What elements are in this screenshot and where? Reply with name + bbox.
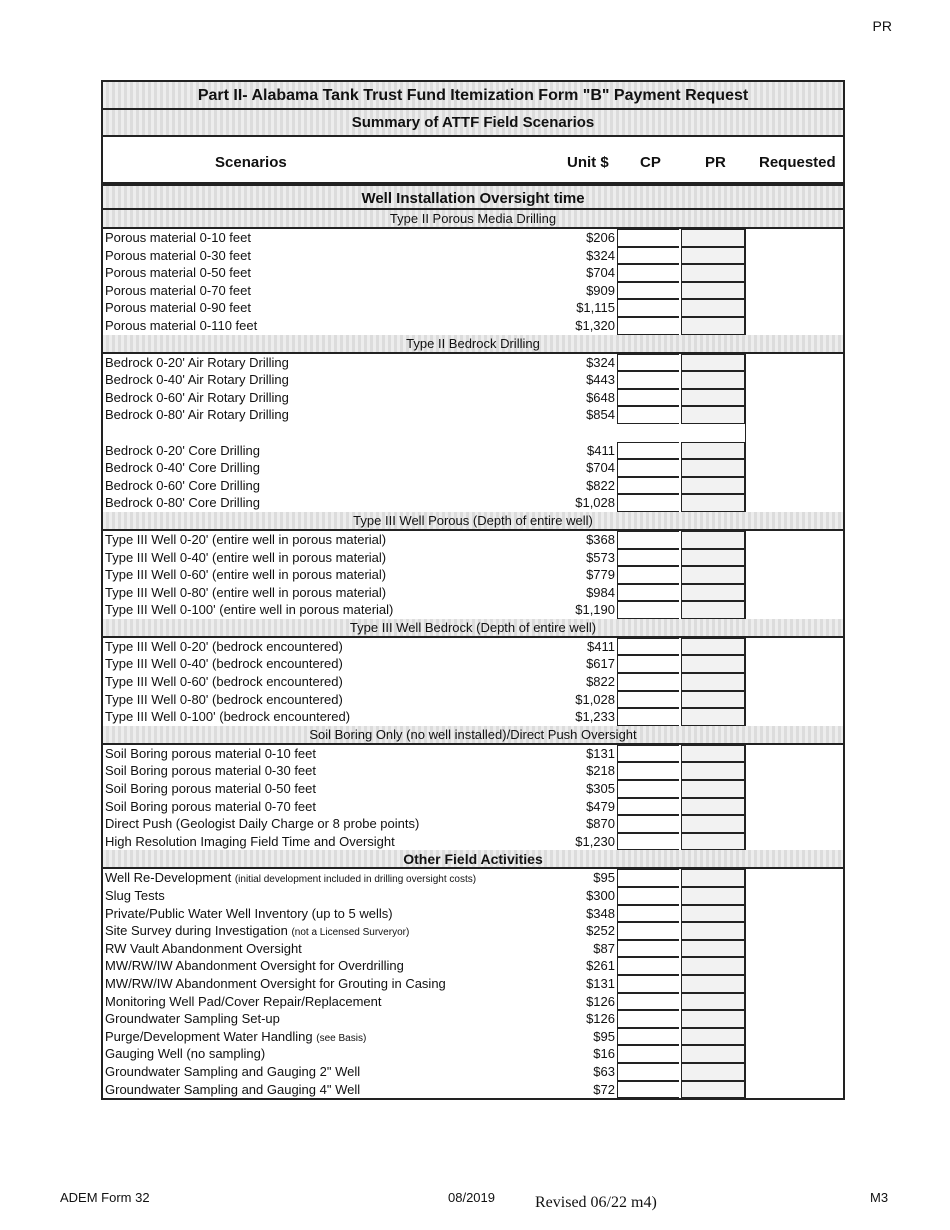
unit-price: $218 bbox=[586, 763, 615, 779]
col-scenarios: Scenarios bbox=[215, 154, 287, 171]
cp-input-box[interactable] bbox=[617, 957, 679, 975]
unit-price: $261 bbox=[586, 958, 615, 974]
cp-input-box[interactable] bbox=[617, 993, 679, 1011]
scenario-row bbox=[103, 745, 843, 763]
pr-input-box[interactable] bbox=[681, 531, 745, 549]
unit-price: $95 bbox=[593, 1028, 615, 1044]
scenario-label bbox=[105, 532, 386, 547]
unit-price: $87 bbox=[593, 940, 615, 956]
scenario-label bbox=[105, 994, 382, 1009]
scenario-label bbox=[105, 674, 343, 689]
scenario-text: Groundwater Sampling and Gauging 4" Well bbox=[105, 1081, 361, 1097]
scenario-text: Type III Well 0-80' (entire well in porous material) bbox=[105, 584, 387, 600]
scenario-text: Type III Well 0-40' (entire well in porous material) bbox=[105, 549, 387, 565]
pr-input-box[interactable] bbox=[681, 745, 745, 763]
col-cp: CP bbox=[640, 154, 661, 171]
unit-price: $131 bbox=[586, 745, 615, 761]
col-pr: PR bbox=[705, 154, 726, 171]
corner-label: PR bbox=[872, 18, 892, 34]
scenario-text: Groundwater Sampling and Gauging 2" Well bbox=[105, 1063, 361, 1079]
scenario-row bbox=[103, 477, 843, 495]
pr-input-box[interactable] bbox=[681, 780, 745, 798]
cp-input-box[interactable] bbox=[617, 371, 679, 389]
pr-input-box[interactable] bbox=[681, 494, 745, 512]
pr-input-box[interactable] bbox=[681, 762, 745, 780]
scenario-text: Type III Well 0-80' (bedrock encountered) bbox=[105, 691, 343, 707]
pr-input-box[interactable] bbox=[681, 993, 745, 1011]
pr-input-box[interactable] bbox=[681, 922, 745, 940]
scenario-row bbox=[103, 317, 843, 335]
unit-price: $704 bbox=[586, 265, 615, 281]
scenario-row bbox=[103, 673, 843, 691]
cp-input-box[interactable] bbox=[617, 566, 679, 584]
pr-input-box[interactable] bbox=[681, 264, 745, 282]
cp-input-box[interactable] bbox=[617, 1081, 679, 1099]
cp-input-box[interactable] bbox=[617, 940, 679, 958]
unit-price: $909 bbox=[586, 282, 615, 298]
cp-input-box[interactable] bbox=[617, 317, 679, 335]
scenario-text: Porous material 0-70 feet bbox=[105, 282, 251, 298]
section-title: Well Installation Oversight time bbox=[103, 184, 843, 210]
group-title: Type II Porous Media Drilling bbox=[103, 210, 843, 229]
unit-price: $984 bbox=[586, 584, 615, 600]
scenario-text: Porous material 0-10 feet bbox=[105, 230, 251, 245]
footer-revised: Revised 06/22 m4) bbox=[535, 1194, 657, 1211]
scenario-label bbox=[105, 923, 409, 938]
scenario-row bbox=[103, 406, 843, 424]
pr-input-box[interactable] bbox=[681, 940, 745, 958]
cp-input-box[interactable] bbox=[617, 815, 679, 833]
spacer-row bbox=[103, 424, 843, 442]
cp-input-box[interactable] bbox=[617, 798, 679, 816]
pr-input-box[interactable] bbox=[681, 247, 745, 265]
scenario-row bbox=[103, 691, 843, 709]
pr-input-box[interactable] bbox=[681, 1028, 745, 1046]
scenario-note: (initial development included in drilling oversight costs) bbox=[234, 874, 477, 886]
scenario-label bbox=[105, 265, 251, 280]
scenario-label bbox=[105, 781, 316, 796]
scenario-text: Type III Well 0-20' (entire well in porous material) bbox=[105, 531, 387, 547]
pr-input-box[interactable] bbox=[681, 798, 745, 816]
cp-input-box[interactable] bbox=[617, 975, 679, 993]
scenario-label bbox=[105, 746, 316, 761]
pr-input-box[interactable] bbox=[681, 1045, 745, 1063]
cp-input-box[interactable] bbox=[617, 354, 679, 372]
scenario-note: (not a Licensed Surveryor) bbox=[291, 927, 410, 939]
scenario-row bbox=[103, 1045, 843, 1063]
scenario-row bbox=[103, 601, 843, 619]
scenario-label bbox=[105, 816, 419, 831]
scenario-row bbox=[103, 229, 843, 247]
unit-price: $704 bbox=[586, 460, 615, 476]
scenario-label bbox=[105, 692, 343, 707]
group-rows bbox=[103, 354, 843, 512]
pr-input-box[interactable] bbox=[681, 406, 745, 424]
scenario-label bbox=[105, 1029, 366, 1044]
scenario-label bbox=[105, 941, 302, 956]
pr-input-box[interactable] bbox=[681, 354, 745, 372]
scenario-note: (see Basis) bbox=[316, 1032, 367, 1044]
scenario-label bbox=[105, 1064, 360, 1079]
scenario-row bbox=[103, 798, 843, 816]
scenario-text: Site Survey during Investigation bbox=[105, 923, 288, 939]
cp-input-box[interactable] bbox=[617, 905, 679, 923]
scenario-label bbox=[105, 602, 393, 617]
pr-input-box[interactable] bbox=[681, 815, 745, 833]
scenario-label bbox=[105, 460, 260, 475]
footer-page-code: M3 bbox=[870, 1190, 889, 1205]
scenario-text: Porous material 0-90 feet bbox=[105, 300, 251, 316]
cp-input-box[interactable] bbox=[617, 745, 679, 763]
cp-input-box[interactable] bbox=[617, 762, 679, 780]
cp-input-box[interactable] bbox=[617, 833, 679, 851]
footer-date: 08/2019 bbox=[448, 1190, 495, 1205]
scenario-text: Type III Well 0-100' (bedrock encountered) bbox=[105, 709, 351, 725]
cp-input-box[interactable] bbox=[617, 638, 679, 656]
scenario-label bbox=[105, 495, 260, 510]
pr-input-box[interactable] bbox=[681, 442, 745, 460]
scenario-label bbox=[105, 567, 386, 582]
unit-price: $206 bbox=[586, 230, 615, 245]
scenario-row bbox=[103, 638, 843, 656]
pr-input-box[interactable] bbox=[681, 584, 745, 602]
unit-price: $324 bbox=[586, 247, 615, 263]
unit-price: $411 bbox=[587, 442, 615, 458]
scenario-row bbox=[103, 264, 843, 282]
pr-input-box[interactable] bbox=[681, 477, 745, 495]
scenario-groups bbox=[103, 210, 843, 1098]
pr-input-box[interactable] bbox=[681, 459, 745, 477]
scenario-label bbox=[105, 248, 251, 263]
cp-input-box[interactable] bbox=[617, 247, 679, 265]
scenario-label bbox=[105, 283, 251, 298]
group-rows bbox=[103, 869, 843, 1098]
cp-input-box[interactable] bbox=[617, 691, 679, 709]
scenario-text: MW/RW/IW Abandonment Oversight for Overdrilling bbox=[105, 958, 404, 974]
group-rows bbox=[103, 229, 843, 335]
scenario-row bbox=[103, 389, 843, 407]
scenario-row bbox=[103, 655, 843, 673]
pr-input-box[interactable] bbox=[681, 1063, 745, 1081]
pr-input-box[interactable] bbox=[681, 869, 745, 887]
cp-input-box[interactable] bbox=[617, 459, 679, 477]
cp-input-box[interactable] bbox=[617, 1045, 679, 1063]
unit-price: $1,190 bbox=[575, 602, 615, 618]
pr-input-box[interactable] bbox=[681, 299, 745, 317]
scenario-label bbox=[105, 478, 260, 493]
scenario-label bbox=[105, 355, 289, 370]
scenario-label bbox=[105, 870, 476, 885]
pr-input-box[interactable] bbox=[681, 708, 745, 726]
scenario-label bbox=[105, 300, 251, 315]
scenario-row bbox=[103, 1010, 843, 1028]
unit-price: $779 bbox=[586, 567, 615, 583]
cp-input-box[interactable] bbox=[617, 442, 679, 460]
scenario-row bbox=[103, 299, 843, 317]
scenario-text: Bedrock 0-80' Air Rotary Drilling bbox=[105, 407, 289, 423]
scenario-text: Private/Public Water Well Inventory (up to 5 wells) bbox=[105, 905, 393, 921]
pr-input-box[interactable] bbox=[681, 691, 745, 709]
scenario-text: Bedrock 0-80' Core Drilling bbox=[105, 495, 260, 511]
scenario-row bbox=[103, 1028, 843, 1046]
scenario-text: Porous material 0-50 feet bbox=[105, 265, 251, 281]
cp-input-box[interactable] bbox=[617, 229, 679, 247]
unit-price: $63 bbox=[593, 1063, 615, 1079]
scenario-row bbox=[103, 371, 843, 389]
scenario-text: Porous material 0-30 feet bbox=[105, 247, 251, 263]
scenario-text: Type III Well 0-40' (bedrock encountered) bbox=[105, 656, 343, 672]
scenario-text: Bedrock 0-40' Air Rotary Drilling bbox=[105, 372, 289, 388]
scenario-text: Bedrock 0-60' Core Drilling bbox=[105, 477, 260, 493]
col-requested: Requested bbox=[759, 154, 836, 171]
itemization-form bbox=[101, 80, 845, 1100]
scenario-row bbox=[103, 887, 843, 905]
unit-price: $348 bbox=[586, 905, 615, 921]
scenario-label bbox=[105, 834, 395, 849]
unit-price: $252 bbox=[586, 923, 615, 939]
scenario-text: Soil Boring porous material 0-10 feet bbox=[105, 745, 317, 761]
scenario-label bbox=[105, 407, 289, 422]
unit-price: $822 bbox=[586, 674, 615, 690]
unit-price: $324 bbox=[586, 354, 615, 370]
cp-input-box[interactable] bbox=[617, 869, 679, 887]
unit-price: $305 bbox=[586, 781, 615, 797]
scenario-label bbox=[105, 372, 289, 387]
scenario-text: High Resolution Imaging Field Time and Oversight bbox=[105, 833, 395, 849]
scenario-text: Slug Tests bbox=[105, 888, 165, 903]
pr-input-box[interactable] bbox=[681, 905, 745, 923]
unit-price: $1,028 bbox=[575, 691, 615, 707]
group-rows bbox=[103, 745, 843, 851]
scenario-label bbox=[105, 709, 350, 724]
pr-input-box[interactable] bbox=[681, 975, 745, 993]
pr-input-box[interactable] bbox=[681, 317, 745, 335]
unit-price: $870 bbox=[586, 816, 615, 832]
group-rows bbox=[103, 531, 843, 619]
cp-input-box[interactable] bbox=[617, 531, 679, 549]
scenario-row bbox=[103, 549, 843, 567]
unit-price: $443 bbox=[586, 372, 615, 388]
scenario-row bbox=[103, 940, 843, 958]
pr-input-box[interactable] bbox=[681, 957, 745, 975]
scenario-row bbox=[103, 354, 843, 372]
unit-price: $368 bbox=[586, 531, 615, 547]
scenario-row bbox=[103, 1063, 843, 1081]
unit-price: $617 bbox=[586, 656, 615, 672]
group-title: Type III Well Bedrock (Depth of entire well) bbox=[103, 619, 843, 638]
pr-input-box[interactable] bbox=[681, 601, 745, 619]
unit-price: $126 bbox=[586, 1011, 615, 1027]
scenario-row bbox=[103, 442, 843, 460]
scenario-label bbox=[105, 1011, 280, 1026]
cp-input-box[interactable] bbox=[617, 494, 679, 512]
unit-price: $573 bbox=[586, 549, 615, 565]
pr-input-box[interactable] bbox=[681, 566, 745, 584]
scenario-label bbox=[105, 656, 343, 671]
scenario-text: Gauging Well (no sampling) bbox=[105, 1046, 266, 1062]
scenario-text: Soil Boring porous material 0-50 feet bbox=[105, 781, 317, 797]
cp-input-box[interactable] bbox=[617, 1028, 679, 1046]
scenario-row bbox=[103, 975, 843, 993]
cp-input-box[interactable] bbox=[617, 922, 679, 940]
pr-input-box[interactable] bbox=[681, 655, 745, 673]
scenario-label bbox=[105, 318, 257, 333]
scenario-row bbox=[103, 531, 843, 549]
scenario-text: Monitoring Well Pad/Cover Repair/Replacement bbox=[105, 993, 382, 1009]
scenario-row bbox=[103, 566, 843, 584]
scenario-row bbox=[103, 815, 843, 833]
scenario-label bbox=[105, 1046, 265, 1061]
scenario-row bbox=[103, 869, 843, 887]
pr-input-box[interactable] bbox=[681, 282, 745, 300]
cp-input-box[interactable] bbox=[617, 477, 679, 495]
scenario-label bbox=[105, 799, 316, 814]
cp-input-box[interactable] bbox=[617, 780, 679, 798]
cp-input-box[interactable] bbox=[617, 887, 679, 905]
scenario-label bbox=[105, 763, 316, 778]
scenario-text: Porous material 0-110 feet bbox=[105, 317, 258, 333]
pr-input-box[interactable] bbox=[681, 1081, 745, 1099]
footer-form-id: ADEM Form 32 bbox=[60, 1190, 150, 1205]
scenario-row bbox=[103, 993, 843, 1011]
cp-input-box[interactable] bbox=[617, 264, 679, 282]
scenario-text: Bedrock 0-20' Air Rotary Drilling bbox=[105, 354, 289, 370]
unit-price: $300 bbox=[586, 888, 615, 903]
scenario-text: Groundwater Sampling Set-up bbox=[105, 1011, 280, 1027]
scenario-label bbox=[105, 976, 446, 991]
scenario-text: Type III Well 0-60' (bedrock encountered) bbox=[105, 674, 343, 690]
form-subtitle: Summary of ATTF Field Scenarios bbox=[103, 110, 843, 137]
scenario-row bbox=[103, 282, 843, 300]
unit-price: $479 bbox=[586, 798, 615, 814]
scenario-label bbox=[105, 639, 343, 654]
scenario-text: MW/RW/IW Abandonment Oversight for Grouting in Casing bbox=[105, 975, 446, 991]
scenario-label bbox=[105, 443, 260, 458]
group-rows bbox=[103, 638, 843, 726]
unit-price: $1,320 bbox=[575, 317, 615, 333]
unit-price: $126 bbox=[586, 993, 615, 1009]
scenario-text: RW Vault Abandonment Oversight bbox=[105, 940, 302, 956]
scenario-label bbox=[105, 958, 404, 973]
column-headers bbox=[103, 137, 843, 184]
scenario-row bbox=[103, 459, 843, 477]
scenario-label bbox=[105, 1082, 360, 1097]
unit-price: $131 bbox=[586, 975, 615, 991]
scenario-label bbox=[105, 906, 393, 921]
cp-input-box[interactable] bbox=[617, 584, 679, 602]
scenario-label bbox=[105, 230, 251, 245]
scenario-text: Soil Boring porous material 0-70 feet bbox=[105, 798, 317, 814]
scenario-text: Bedrock 0-40' Core Drilling bbox=[105, 460, 260, 476]
pr-input-box[interactable] bbox=[681, 549, 745, 567]
scenario-label bbox=[105, 585, 386, 600]
col-unit: Unit $ bbox=[567, 154, 609, 171]
scenario-text: Type III Well 0-20' (bedrock encountered) bbox=[105, 638, 343, 654]
pr-input-box[interactable] bbox=[681, 371, 745, 389]
cp-input-box[interactable] bbox=[617, 655, 679, 673]
group-title: Type II Bedrock Drilling bbox=[103, 335, 843, 354]
form-title: Part II- Alabama Tank Trust Fund Itemization Form "B" Payment Request bbox=[103, 82, 843, 110]
scenario-row bbox=[103, 247, 843, 265]
scenario-row bbox=[103, 708, 843, 726]
scenario-text: Soil Boring porous material 0-30 feet bbox=[105, 763, 317, 779]
cp-input-box[interactable] bbox=[617, 389, 679, 407]
scenario-row bbox=[103, 833, 843, 851]
pr-input-box[interactable] bbox=[681, 638, 745, 656]
scenario-row bbox=[103, 957, 843, 975]
scenario-text: Purge/Development Water Handling bbox=[105, 1028, 313, 1044]
unit-price: $854 bbox=[586, 407, 615, 423]
cp-input-box[interactable] bbox=[617, 299, 679, 317]
scenario-text: Direct Push (Geologist Daily Charge or 8 probe points) bbox=[105, 816, 420, 832]
scenario-text: Type III Well 0-100' (entire well in porous material) bbox=[105, 602, 394, 618]
cp-input-box[interactable] bbox=[617, 282, 679, 300]
scenario-label bbox=[105, 888, 165, 903]
unit-price: $411 bbox=[587, 638, 615, 654]
scenario-row bbox=[103, 922, 843, 940]
scenario-text: Bedrock 0-60' Air Rotary Drilling bbox=[105, 389, 289, 405]
cp-input-box[interactable] bbox=[617, 708, 679, 726]
unit-price: $822 bbox=[586, 477, 615, 493]
scenario-row bbox=[103, 780, 843, 798]
scenario-row bbox=[103, 494, 843, 512]
scenario-row bbox=[103, 905, 843, 923]
cp-input-box[interactable] bbox=[617, 549, 679, 567]
group-title: Other Field Activities bbox=[103, 850, 843, 869]
unit-price: $95 bbox=[593, 870, 615, 886]
scenario-text: Well Re-Development bbox=[105, 870, 232, 886]
cp-input-box[interactable] bbox=[617, 1063, 679, 1081]
scenario-row bbox=[103, 1081, 843, 1099]
pr-input-box[interactable] bbox=[681, 887, 745, 905]
pr-input-box[interactable] bbox=[681, 1010, 745, 1028]
scenario-label bbox=[105, 390, 289, 405]
pr-input-box[interactable] bbox=[681, 229, 745, 247]
unit-price: $1,230 bbox=[575, 833, 615, 849]
unit-price: $72 bbox=[593, 1081, 615, 1097]
cp-input-box[interactable] bbox=[617, 1010, 679, 1028]
unit-price: $16 bbox=[593, 1046, 615, 1062]
cp-input-box[interactable] bbox=[617, 406, 679, 424]
scenario-text: Type III Well 0-60' (entire well in porous material) bbox=[105, 567, 387, 583]
scenario-label bbox=[105, 550, 386, 565]
group-title: Type III Well Porous (Depth of entire well) bbox=[103, 512, 843, 531]
scenario-text: Bedrock 0-20' Core Drilling bbox=[105, 442, 260, 458]
pr-input-box[interactable] bbox=[681, 673, 745, 691]
cp-input-box[interactable] bbox=[617, 673, 679, 691]
scenario-row bbox=[103, 584, 843, 602]
unit-price: $1,028 bbox=[575, 495, 615, 511]
scenario-row bbox=[103, 762, 843, 780]
group-title: Soil Boring Only (no well installed)/Direct Push Oversight bbox=[103, 726, 843, 745]
unit-price: $1,115 bbox=[576, 300, 615, 316]
pr-input-box[interactable] bbox=[681, 389, 745, 407]
cp-input-box[interactable] bbox=[617, 601, 679, 619]
unit-price: $1,233 bbox=[575, 709, 615, 725]
pr-input-box[interactable] bbox=[681, 833, 745, 851]
unit-price: $648 bbox=[586, 389, 615, 405]
